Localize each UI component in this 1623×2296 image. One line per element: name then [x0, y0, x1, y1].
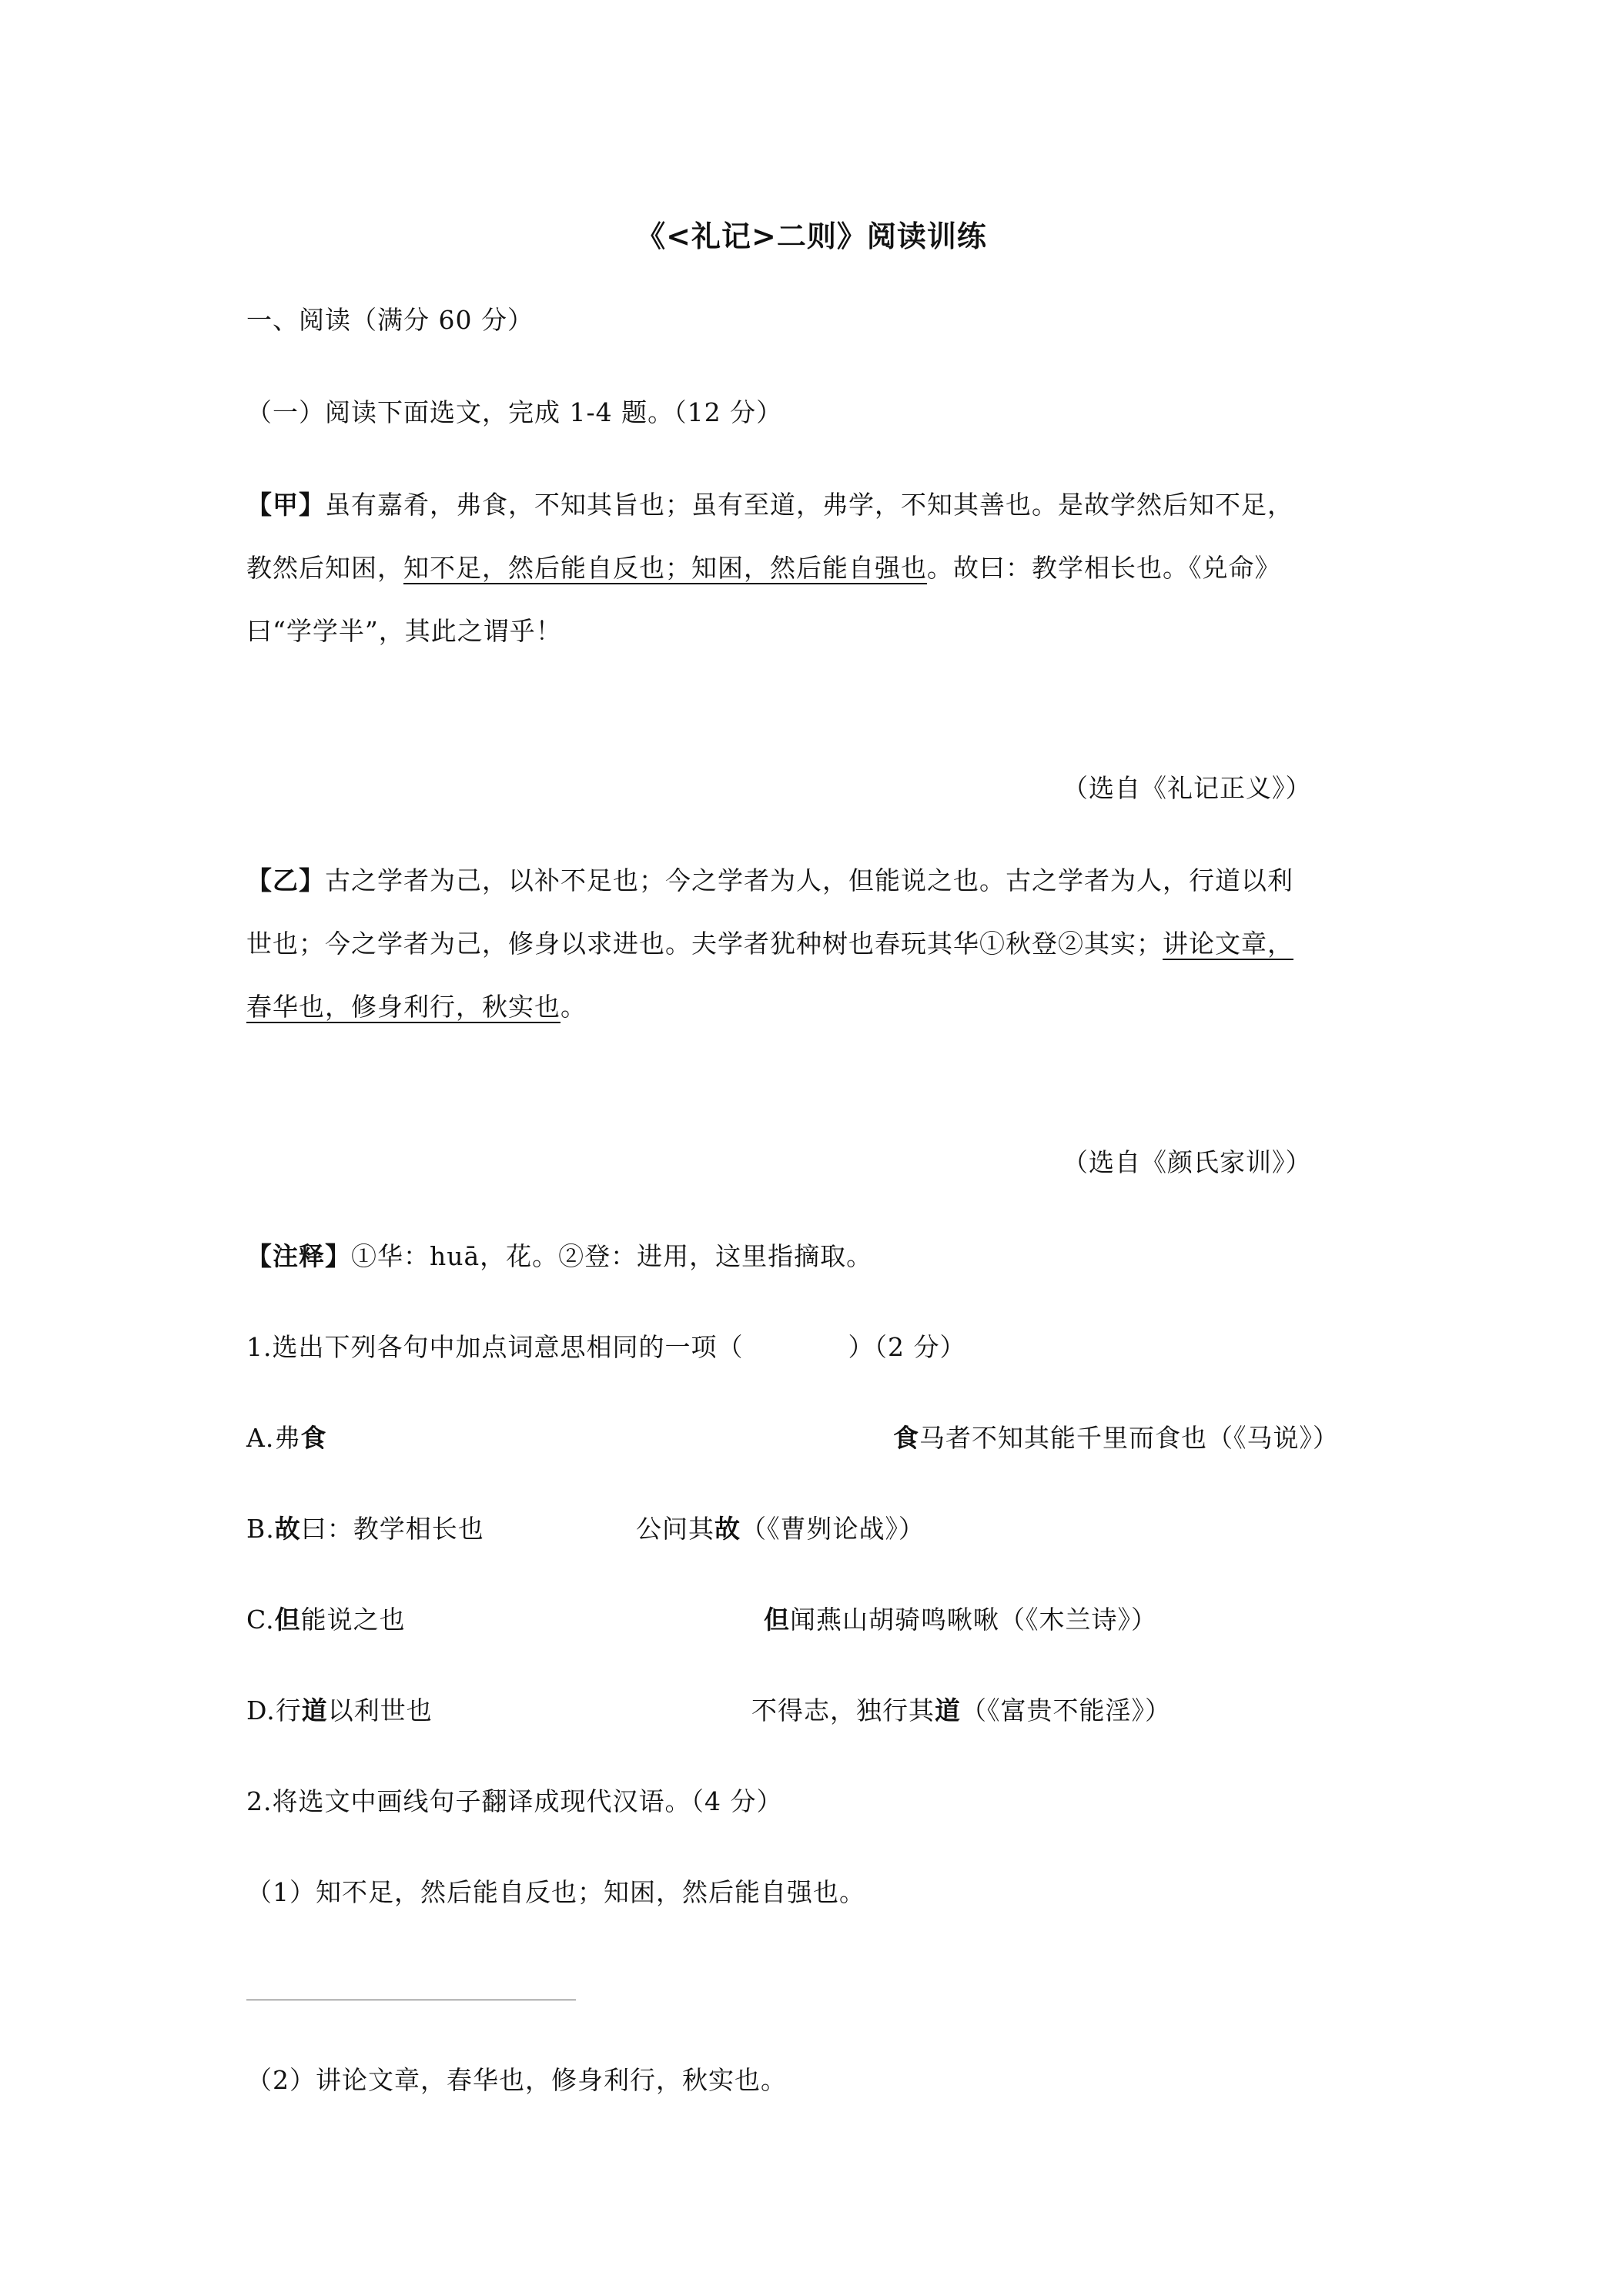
- passage-b-text-1: 古之学者为己，以补不足也；今之学者为人，但能说之也。古之学者为人，行道以利: [325, 865, 1293, 895]
- passage-b-line-1: [246, 865, 1293, 896]
- passage-b-underlined-sentence-part-2: 春华也，修身利行，秋实也: [246, 992, 561, 1022]
- passage-b-tag: 【乙】: [246, 865, 325, 895]
- option-b-left-dotted-word: 故: [274, 1514, 301, 1544]
- page-title: 《<礼记>二则》阅读训练: [636, 219, 987, 253]
- option-a-right: [893, 1423, 1339, 1454]
- option-d-right-post: （《富贵不能淫》）: [961, 1695, 1171, 1725]
- option-b-right-pre: 公问其: [636, 1514, 714, 1544]
- option-d-right: [751, 1695, 1171, 1726]
- option-b-left-post: 曰：教学相长也: [300, 1514, 484, 1544]
- passage-b-line-3: [246, 992, 587, 1022]
- option-c-letter: C.: [246, 1605, 275, 1635]
- passage-a-line-3: 曰“学学半”，其此之谓乎！: [246, 616, 562, 646]
- passage-b-underlined-sentence-part-1: 讲论文章，: [1163, 929, 1293, 959]
- passage-a-source: （选自《礼记正义》）: [1062, 773, 1312, 803]
- question-1-stem: 1.选出下列各句中加点词意思相同的一项（ ）（2 分）: [246, 1332, 966, 1362]
- notes-tag: 【注释】: [246, 1241, 351, 1271]
- notes: [246, 1241, 872, 1272]
- option-b-letter: B.: [246, 1514, 275, 1544]
- passage-b-text-2-pre: 世也；今之学者为己，修身以求进也。夫学者犹种树也春玩其华①秋登②其实；: [246, 929, 1163, 959]
- option-b-left: [246, 1514, 484, 1545]
- passage-a-tag: 【甲】: [246, 490, 325, 520]
- question-2-sub-2: （2）讲论文章，春华也，修身利行，秋实也。: [246, 2065, 787, 2095]
- passage-a-text-1: 虽有嘉肴，弗食，不知其旨也；虽有至道，弗学，不知其善也。是故学然后知不足，: [325, 490, 1293, 520]
- question-2-stem: 2.将选文中画线句子翻译成现代汉语。（4 分）: [246, 1786, 783, 1816]
- option-a-left-dotted-word: 食: [300, 1423, 327, 1453]
- passage-a-text-2-pre: 教然后知困，: [246, 553, 403, 583]
- option-d-left-dotted-word: 道: [301, 1695, 328, 1725]
- option-d-left-post: 以利世也: [327, 1695, 433, 1725]
- option-a-right-dotted-word: 食: [893, 1423, 919, 1453]
- option-d-letter: D.: [246, 1695, 276, 1725]
- question-2-sub-1: （1）知不足，然后能自反也；知困，然后能自强也。: [246, 1877, 865, 1907]
- option-b-right-dotted-word: 故: [714, 1514, 741, 1544]
- option-d-left: [246, 1695, 433, 1726]
- option-c-left-dotted-word: 但: [274, 1605, 301, 1635]
- passage-a-text-2-post: 。故曰：教学相长也。《兑命》: [927, 553, 1281, 583]
- option-d-right-pre: 不得志，独行其: [751, 1695, 935, 1725]
- option-c-left-post: 能说之也: [300, 1605, 406, 1635]
- option-c-right: [764, 1605, 1157, 1635]
- option-d-right-dotted-word: 道: [935, 1695, 961, 1725]
- option-b-right-post: （《曹刿论战》）: [741, 1514, 925, 1544]
- part-intro: （一）阅读下面选文，完成 1-4 题。（12 分）: [246, 397, 783, 427]
- option-a-left-pre: 弗: [274, 1423, 301, 1453]
- passage-a-underlined-sentence: 知不足，然后能自反也；知困，然后能自强也: [403, 553, 927, 583]
- passage-a-line-2: [246, 553, 1281, 584]
- passage-a-line-1: [246, 490, 1293, 520]
- option-d-left-pre: 行: [275, 1695, 302, 1725]
- option-b-right: [636, 1514, 925, 1545]
- option-a-left: [246, 1423, 326, 1454]
- notes-text: ①华：huā，花。②登：进用，这里指摘取。: [351, 1241, 873, 1271]
- passage-b-text-3-post: 。: [561, 992, 587, 1022]
- option-c-right-dotted-word: 但: [764, 1605, 790, 1635]
- option-c-right-post: 闻燕山胡骑鸣啾啾（《木兰诗》）: [790, 1605, 1157, 1635]
- option-c-left: [246, 1605, 406, 1635]
- section-heading: 一、阅读（满分 60 分）: [246, 305, 534, 335]
- passage-b-line-2: [246, 929, 1293, 959]
- option-a-letter: A.: [246, 1423, 275, 1453]
- passage-b-source: （选自《颜氏家训》）: [1062, 1147, 1312, 1177]
- option-a-right-post: 马者不知其能千里而食也（《马说》）: [919, 1423, 1339, 1453]
